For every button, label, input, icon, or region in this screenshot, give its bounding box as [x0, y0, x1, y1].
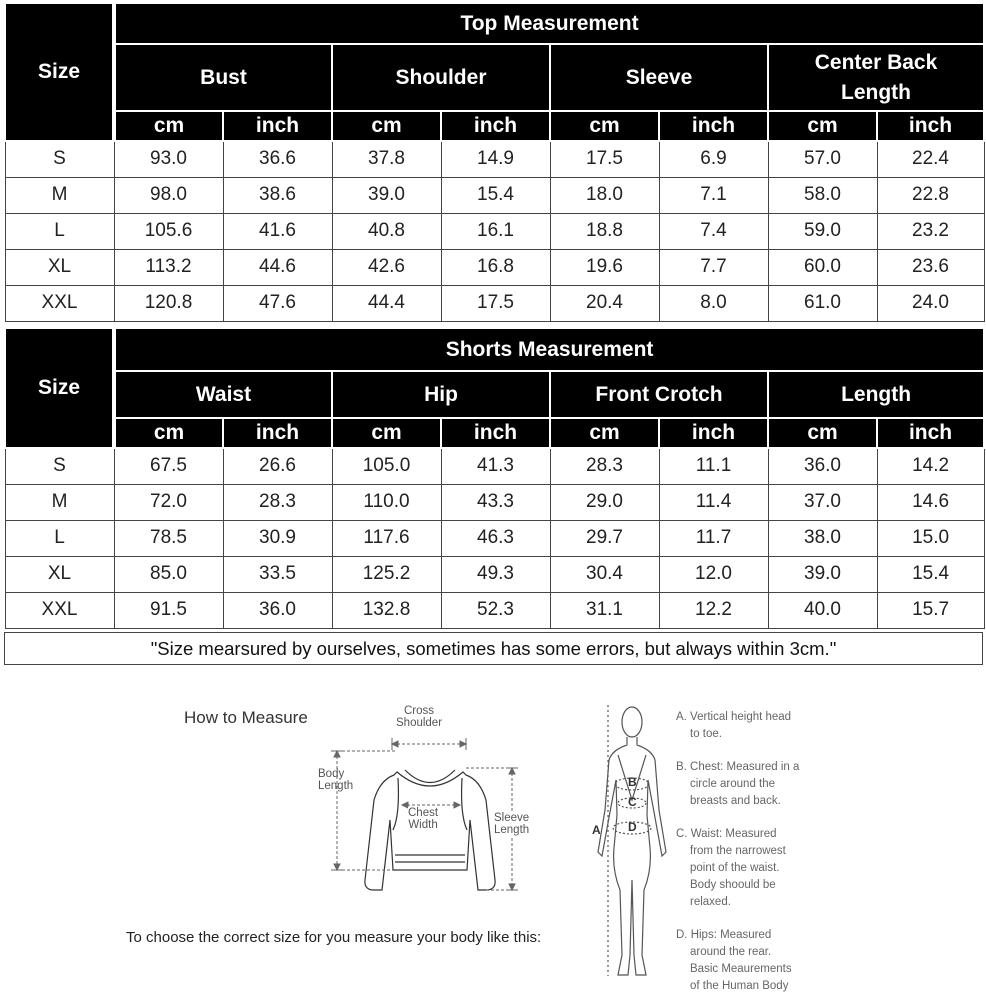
description-line: point of the waist.: [690, 862, 780, 874]
value-cell: 37.8: [332, 141, 441, 177]
value-cell: 91.5: [114, 592, 223, 628]
value-cell: 26.6: [223, 448, 332, 484]
sleeve-length-line-2: Length: [494, 824, 530, 836]
value-cell: 39.0: [332, 177, 441, 213]
group-header-line: Bust: [200, 65, 247, 89]
value-cell: 44.4: [332, 285, 441, 321]
value-cell: 59.0: [768, 213, 877, 249]
marker-b: B: [628, 775, 637, 789]
value-cell: 110.0: [332, 484, 441, 520]
cross-shoulder-label: [396, 705, 442, 729]
value-cell: 14.2: [877, 448, 984, 484]
value-cell: 14.9: [441, 141, 550, 177]
value-cell: 105.0: [332, 448, 441, 484]
marker-d: D: [628, 820, 637, 834]
body-length-line-1: Body: [318, 768, 345, 780]
description-line: circle around the: [690, 778, 776, 790]
unit-header: cm: [768, 111, 877, 141]
size-disclaimer-note: "Size mearsured by ourselves, sometimes has some errors, but always within 3cm.": [4, 632, 983, 665]
description-b: [676, 759, 799, 810]
value-cell: 30.4: [550, 556, 659, 592]
description-line: D. Hips: Measured: [676, 929, 772, 941]
size-cell: XXL: [5, 592, 114, 628]
unit-header: inch: [441, 111, 550, 141]
value-cell: 18.8: [550, 213, 659, 249]
unit-header: cm: [768, 418, 877, 448]
unit-header: cm: [114, 111, 223, 141]
group-header-line: Sleeve: [625, 65, 693, 89]
value-cell: 18.0: [550, 177, 659, 213]
value-cell: 113.2: [114, 249, 223, 285]
sleeve-length-label: [494, 812, 529, 836]
value-cell: 58.0: [768, 177, 877, 213]
value-cell: 11.1: [659, 448, 768, 484]
description-c: [676, 826, 786, 911]
description-line: Basic Meaurements: [690, 963, 792, 975]
value-cell: 42.6: [332, 249, 441, 285]
value-cell: 36.6: [223, 141, 332, 177]
value-cell: 16.1: [441, 213, 550, 249]
value-cell: 43.3: [441, 484, 550, 520]
value-cell: 24.0: [877, 285, 984, 321]
unit-header: cm: [550, 418, 659, 448]
instruction-text: To choose the correct size for you measure your body like this:: [126, 929, 542, 946]
value-cell: 12.0: [659, 556, 768, 592]
value-cell: 36.0: [223, 592, 332, 628]
group-header-line: Waist: [195, 382, 252, 406]
description-line: Body shoould be: [690, 879, 776, 891]
value-cell: 12.2: [659, 592, 768, 628]
group-header-line: Length: [841, 382, 912, 406]
value-cell: 46.3: [441, 520, 550, 556]
sleeve-length-line-1: Sleeve: [494, 812, 530, 824]
value-cell: 72.0: [114, 484, 223, 520]
description-line: to toe.: [690, 728, 722, 740]
unit-header: inch: [877, 418, 984, 448]
description-line: B. Chest: Measured in a: [676, 761, 800, 773]
body-length-line-2: Length: [318, 780, 354, 792]
value-cell: 132.8: [332, 592, 441, 628]
value-cell: 23.6: [877, 249, 984, 285]
unit-header: cm: [332, 111, 441, 141]
value-cell: 16.8: [441, 249, 550, 285]
value-cell: 67.5: [114, 448, 223, 484]
size-header: Size: [5, 3, 114, 141]
size-cell: M: [5, 177, 114, 213]
group-header-line: Length: [841, 80, 911, 104]
value-cell: 22.4: [877, 141, 984, 177]
value-cell: 28.3: [223, 484, 332, 520]
description-line: relaxed.: [690, 896, 731, 908]
value-cell: 8.0: [659, 285, 768, 321]
value-cell: 40.8: [332, 213, 441, 249]
value-cell: 23.2: [877, 213, 984, 249]
group-header-line: Shoulder: [395, 65, 487, 89]
description-a: [676, 709, 791, 743]
value-cell: 22.8: [877, 177, 984, 213]
value-cell: 38.6: [223, 177, 332, 213]
description-line: of the Human Body: [690, 980, 789, 992]
value-cell: 44.6: [223, 249, 332, 285]
table-title: Shorts Measurement: [114, 328, 984, 371]
value-cell: 47.6: [223, 285, 332, 321]
size-cell: XL: [5, 249, 114, 285]
chest-width-line-2: Width: [408, 819, 438, 831]
chest-width-line-1: Chest: [408, 807, 439, 819]
description-line: from the narrowest: [690, 845, 786, 857]
value-cell: 117.6: [332, 520, 441, 556]
how-to-measure-label: How to Measure: [184, 708, 308, 727]
value-cell: 57.0: [768, 141, 877, 177]
value-cell: 60.0: [768, 249, 877, 285]
value-cell: 20.4: [550, 285, 659, 321]
size-cell: L: [5, 213, 114, 249]
size-cell: XL: [5, 556, 114, 592]
size-cell: XXL: [5, 285, 114, 321]
unit-header: inch: [223, 111, 332, 141]
value-cell: 7.7: [659, 249, 768, 285]
value-cell: 120.8: [114, 285, 223, 321]
value-cell: 15.4: [877, 556, 984, 592]
value-cell: 33.5: [223, 556, 332, 592]
value-cell: 6.9: [659, 141, 768, 177]
value-cell: 39.0: [768, 556, 877, 592]
value-cell: 78.5: [114, 520, 223, 556]
value-cell: 14.6: [877, 484, 984, 520]
value-cell: 11.4: [659, 484, 768, 520]
value-cell: 105.6: [114, 213, 223, 249]
value-cell: 36.0: [768, 448, 877, 484]
size-cell: S: [5, 141, 114, 177]
cross-shoulder-line-1: Cross: [404, 705, 435, 717]
unit-header: inch: [223, 418, 332, 448]
value-cell: 15.4: [441, 177, 550, 213]
value-cell: 30.9: [223, 520, 332, 556]
description-d: [676, 927, 792, 995]
marker-a: A: [592, 823, 601, 837]
value-cell: 29.7: [550, 520, 659, 556]
value-cell: 28.3: [550, 448, 659, 484]
cross-shoulder-line-2: Shoulder: [396, 717, 443, 729]
description-line: C. Waist: Measured: [676, 828, 777, 840]
value-cell: 38.0: [768, 520, 877, 556]
value-cell: 41.6: [223, 213, 332, 249]
value-cell: 40.0: [768, 592, 877, 628]
unit-header: cm: [332, 418, 441, 448]
value-cell: 17.5: [441, 285, 550, 321]
description-line: A. Vertical height head: [676, 711, 792, 723]
value-cell: 93.0: [114, 141, 223, 177]
human-figure: [598, 705, 666, 976]
description-line: around the rear.: [690, 946, 772, 958]
value-cell: 7.1: [659, 177, 768, 213]
value-cell: 49.3: [441, 556, 550, 592]
unit-header: inch: [441, 418, 550, 448]
group-header-line: Front Crotch: [595, 382, 723, 406]
marker-c: C: [628, 795, 637, 809]
unit-header: inch: [659, 111, 768, 141]
value-cell: 11.7: [659, 520, 768, 556]
chest-width-label: [408, 807, 438, 831]
value-cell: 29.0: [550, 484, 659, 520]
value-cell: 37.0: [768, 484, 877, 520]
value-cell: 7.4: [659, 213, 768, 249]
value-cell: 15.0: [877, 520, 984, 556]
group-header-line: Hip: [424, 382, 458, 406]
body-length-label: [318, 768, 353, 792]
table-title: Top Measurement: [114, 3, 984, 44]
size-cell: L: [5, 520, 114, 556]
unit-header: cm: [550, 111, 659, 141]
unit-header: inch: [877, 111, 984, 141]
value-cell: 125.2: [332, 556, 441, 592]
value-cell: 15.7: [877, 592, 984, 628]
value-cell: 41.3: [441, 448, 550, 484]
value-cell: 98.0: [114, 177, 223, 213]
size-cell: S: [5, 448, 114, 484]
value-cell: 61.0: [768, 285, 877, 321]
value-cell: 85.0: [114, 556, 223, 592]
value-cell: 19.6: [550, 249, 659, 285]
value-cell: 17.5: [550, 141, 659, 177]
group-header-line: Center Back: [814, 50, 938, 74]
size-header: Size: [5, 328, 114, 448]
value-cell: 52.3: [441, 592, 550, 628]
size-cell: M: [5, 484, 114, 520]
description-line: breasts and back.: [690, 795, 781, 807]
unit-header: inch: [659, 418, 768, 448]
value-cell: 31.1: [550, 592, 659, 628]
unit-header: cm: [114, 418, 223, 448]
